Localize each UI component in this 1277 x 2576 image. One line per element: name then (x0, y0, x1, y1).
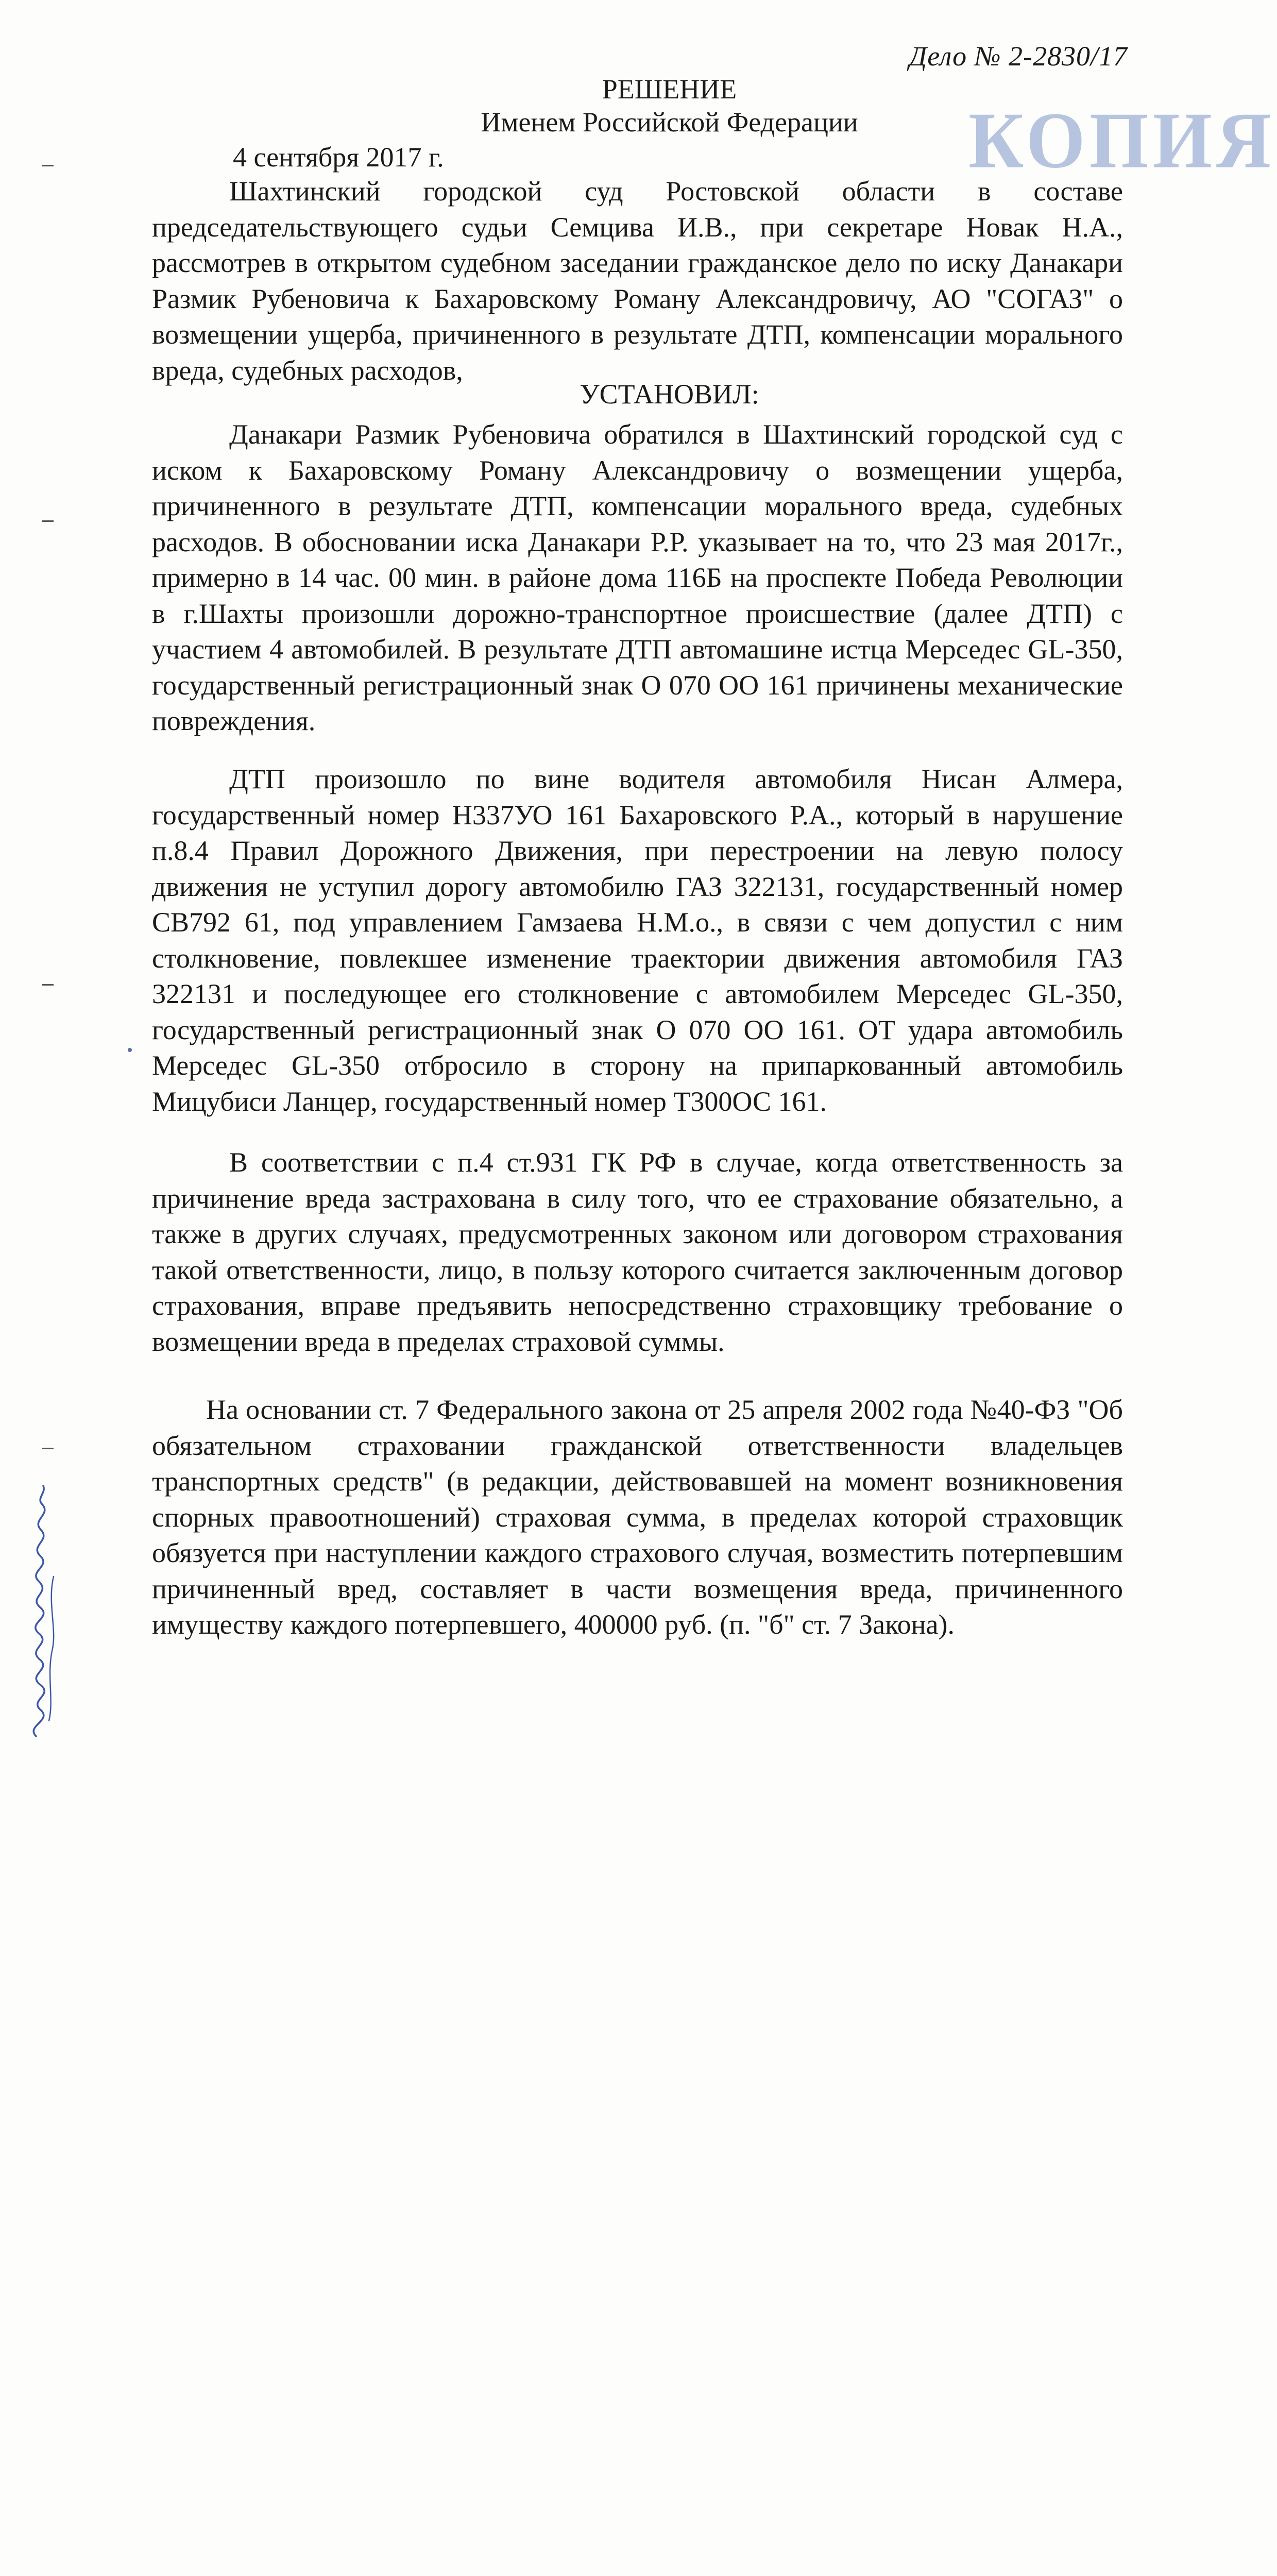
margin-tick (42, 165, 54, 166)
paragraph-law-40fz: На основании ст. 7 Федерального закона от 25 апреля 2002 года №40-ФЗ "Об обязательном страховании гражданской ответственности владельцев транспортных средств" (в редакции, действовавшей на момент возникновения спорных правоотношений) страховая сумма, в пределах которой страховщик обязуется при наступлении каждого страхового случая, возместить потерпевшим причиненный вред, составляет в части возмещения вреда, причиненного имуществу каждого потерпевшего, 400000 руб. (п. "б" ст. 7 Закона). (152, 1394, 1123, 1640)
document-title: РЕШЕНИЕ (602, 74, 737, 105)
paragraph-law-931: В соответствии с п.4 ст.931 ГК РФ в случае, когда ответственность за причинение вреда застрахована в силу того, что ее страхование обязательно, а также в других случаях, предусмотренных законом или договором страхования такой ответственности, лицо, в пользу которого считается заключенным договор страхования, вправе предъявить непосредственно страховщику требование о возмещении вреда в пределах страховой суммы. (152, 1147, 1123, 1357)
case-number: Дело № 2-2830/17 (909, 41, 1128, 72)
margin-tick (42, 1448, 54, 1449)
document-subtitle: Именем Российской Федерации (481, 107, 858, 138)
paragraph-claim: Данакари Размик Рубеновича обратился в Шахтинский городской суд с иском к Бахаровскому Роману Александровичу о возмещении ущерба, причиненного в результате ДТП, компенсации морального вреда, судебных расходов. В обосновании иска Данакари Р.Р. указывает на то, что 23 мая 2017г., примерно в 14 час. 00 мин. в районе дома 116Б на проспекте Победа Революции в г.Шахты произошли дорожно-транспортное происшествие (далее ДТП) с участием 4 автомобилей. В результате ДТП автомашине истца Мерседес GL-350, государственный регистрационный знак О 070 ОО 161 причинены механические повреждения. (152, 419, 1123, 736)
paragraph-intro: Шахтинский городской суд Ростовской области в составе председательствующего судьи Семцива И.В., при секретаре Новак Н.А., рассмотрев в открытом судебном заседании гражданское дело по иску Данакари Размик Рубеновича к Бахаровскому Роману Александровичу, АО "СОГАЗ" о возмещении ущерба, причиненного в результате ДТП, компенсации морального вреда, судебных расходов, (152, 176, 1123, 386)
ink-dot (128, 1048, 132, 1052)
decision-date: 4 сентября 2017 г. (233, 142, 444, 173)
handwritten-signature (21, 1479, 62, 1747)
margin-tick (42, 520, 54, 522)
margin-tick (42, 984, 54, 986)
paragraph-accident: ДТП произошло по вине водителя автомобиля Нисан Алмера, государственный номер Н337УО 161 Бахаровского Р.А., который в нарушение п.8.4 Правил Дорожного Движения, при перестроении на левую полосу движения не уступил дорогу автомобилю ГАЗ 322131, государственный номер СВ792 61, под управлением Гамзаева Н.М.о., в связи с чем допустил с ним столкновение, повлекшее изменение траектории движения автомобиля ГАЗ 322131 и последующее его столкновение с автомобилем Мерседес GL-350, государственный регистрационный знак О 070 ОО 161. ОТ удара автомобиль Мерседес GL-350 отбросило в сторону на припаркованный автомобиль Мицубиси Ланцер, государственный номер Т300ОС 161. (152, 764, 1123, 1117)
copy-stamp: КОПИЯ (968, 96, 1275, 185)
section-heading: УСТАНОВИЛ: (580, 379, 759, 410)
